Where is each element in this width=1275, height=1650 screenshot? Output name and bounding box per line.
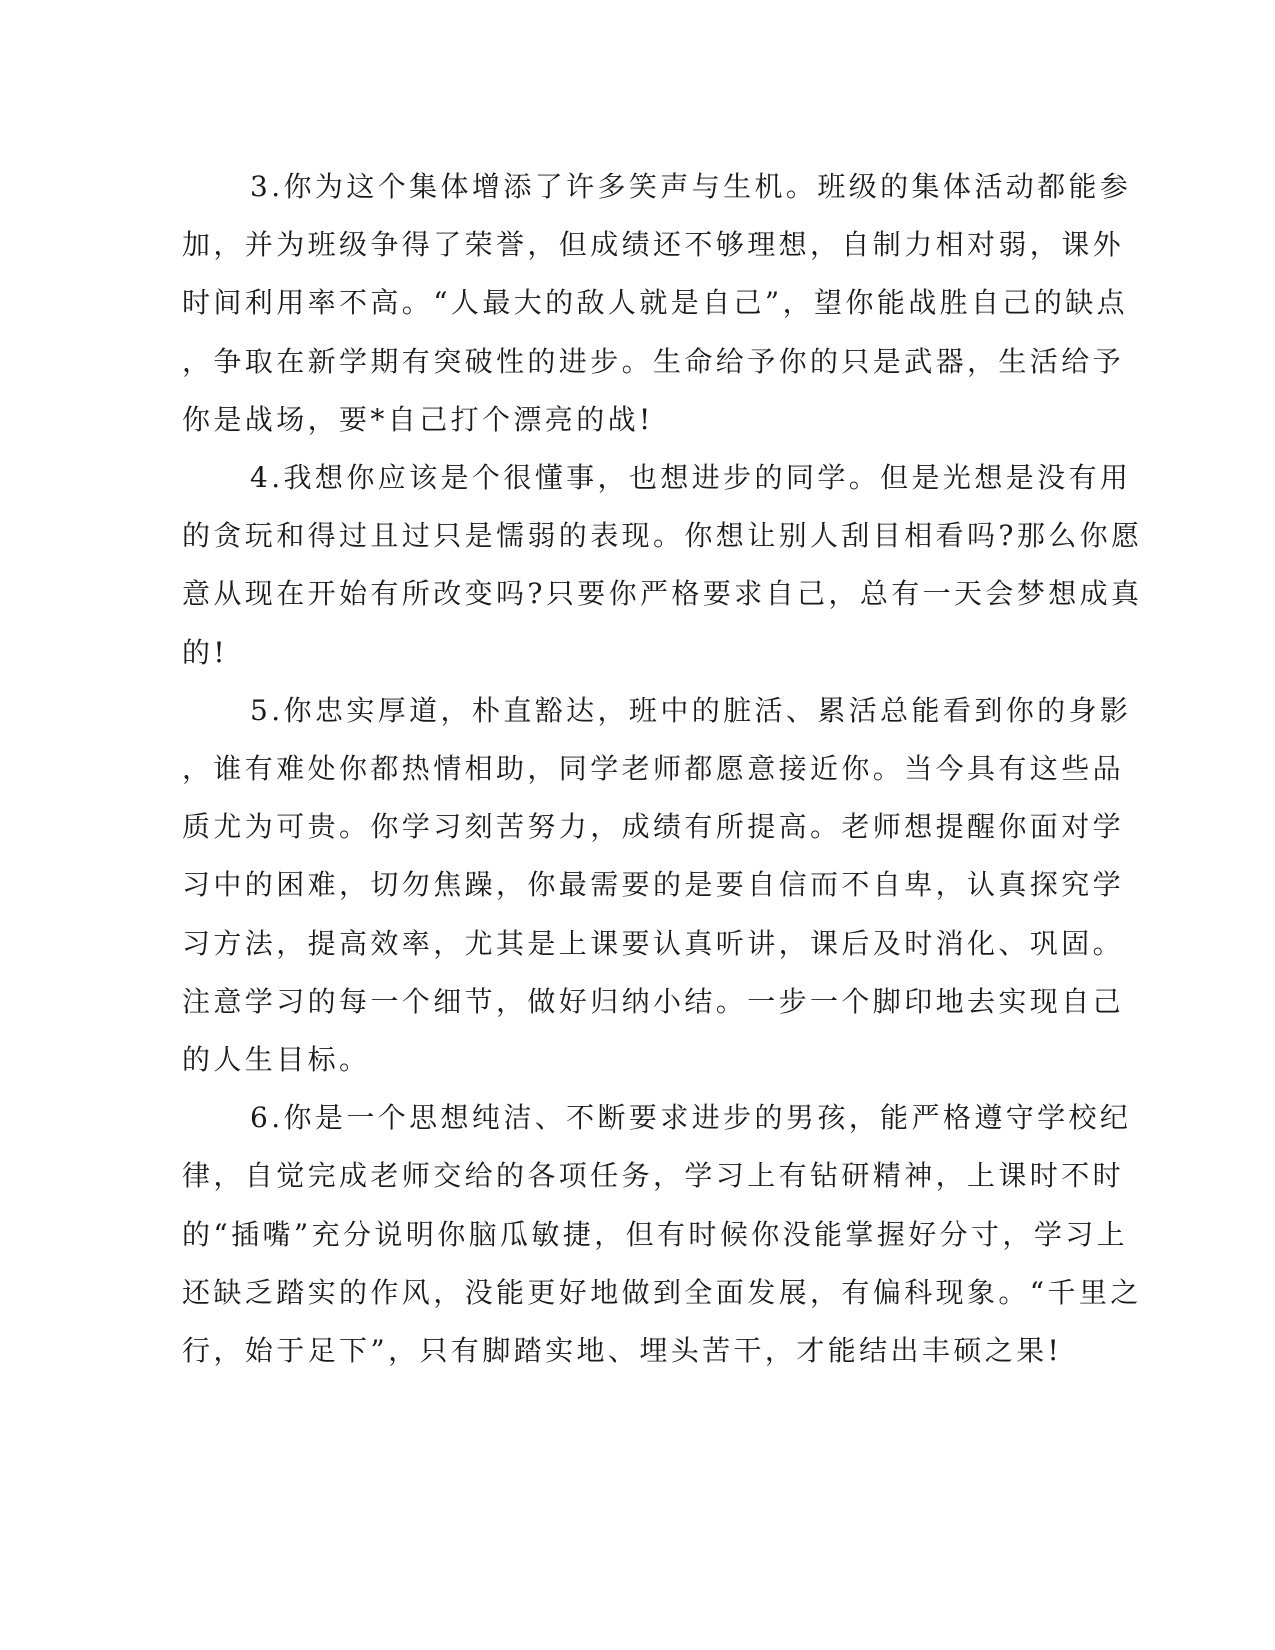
text-line: 律，自觉完成老师交给的各项任务，学习上有钻研精神，上课时不时: [182, 1159, 1125, 1193]
text-line: 习中的困难，切勿焦躁，你最需要的是要自信而不自卑，认真探究学: [182, 868, 1125, 902]
text-line: 行，始于足下”，只有脚踏实地、埋头苦干，才能结出丰硕之果!: [182, 1334, 1063, 1368]
text-line: 加，并为班级争得了荣誉，但成绩还不够理想，自制力相对弱，课外: [182, 228, 1125, 262]
text-line: 5.你忠实厚道，朴直豁达，班中的脏活、累活总能看到你的身影: [250, 693, 1132, 727]
text-line: 3.你为这个集体增添了许多笑声与生机。班级的集体活动都能参: [250, 170, 1132, 203]
comment-paragraph-5: [182, 682, 1132, 1089]
document-body: [182, 158, 1143, 1380]
text-line: 的!: [182, 635, 229, 669]
text-line: ，谁有难处你都热情相助，同学老师都愿意接近你。当今具有这些品: [182, 752, 1125, 786]
text-line: 的人生目标。: [182, 1043, 371, 1077]
text-line: ，争取在新学期有突破性的进步。生命给予你的只是武器，生活给予: [182, 344, 1125, 378]
text-line: 意从现在开始有所改变吗?只要你严格要求自己，总有一天会梦想成真: [182, 577, 1143, 611]
text-line: 你是战场，要*自己打个漂亮的战!: [182, 402, 654, 436]
comment-paragraph-3: [182, 158, 1132, 449]
comment-paragraph-6: [182, 1089, 1142, 1380]
text-line: 习方法，提高效率，尤其是上课要认真听讲，课后及时消化、巩固。: [182, 926, 1125, 960]
text-line: 注意学习的每一个细节，做好归纳小结。一步一个脚印地去实现自己: [182, 984, 1125, 1018]
comment-paragraph-4: [182, 449, 1143, 682]
text-line: 4.我想你应该是个很懂事，也想进步的同学。但是光想是没有用: [250, 461, 1132, 495]
text-line: 的贪玩和得过且过只是懦弱的表现。你想让别人刮目相看吗?那么你愿: [182, 519, 1143, 553]
text-line: 时间利用率不高。“人最大的敌人就是自己”，望你能战胜自己的缺点: [182, 286, 1129, 320]
text-line: 6.你是一个思想纯洁、不断要求进步的男孩，能严格遵守学校纪: [250, 1101, 1132, 1135]
text-line: 质尤为可贵。你学习刻苦努力，成绩有所提高。老师想提醒你面对学: [182, 810, 1125, 844]
text-line: 还缺乏踏实的作风，没能更好地做到全面发展，有偏科现象。“千里之: [182, 1275, 1142, 1309]
text-line: 的“插嘴”充分说明你脑瓜敏捷，但有时候你没能掌握好分寸，学习上: [182, 1217, 1129, 1251]
